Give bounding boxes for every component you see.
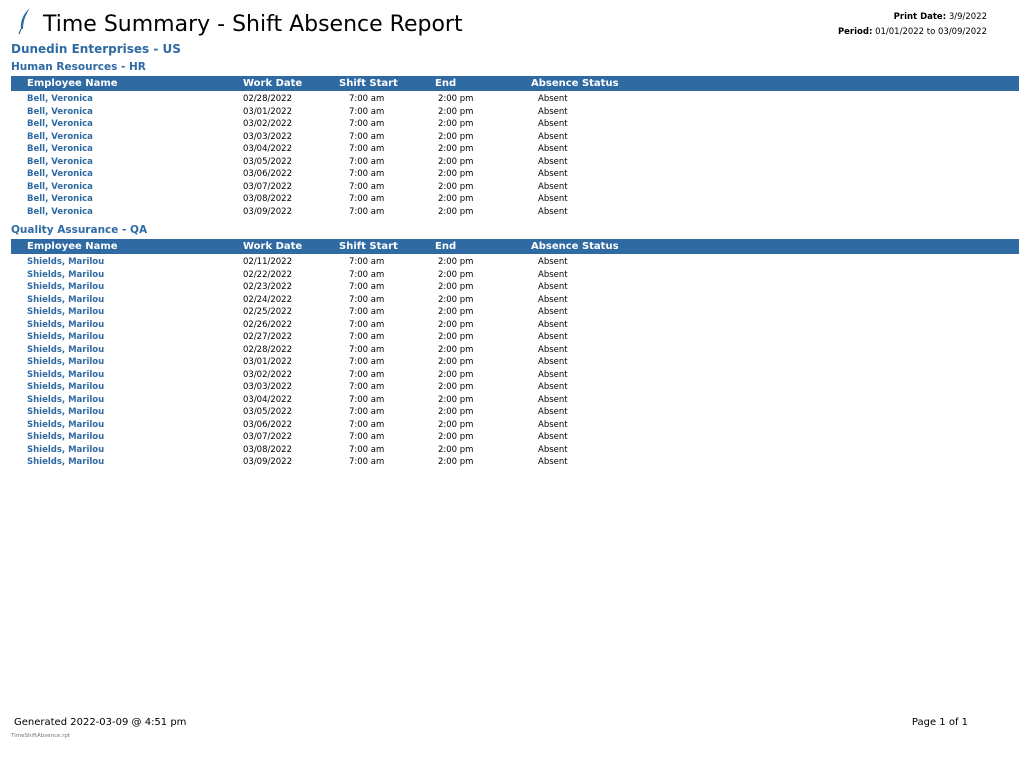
- employee-name-cell: Bell, Veronica: [27, 106, 93, 117]
- shift-start-cell: 7:00 am: [349, 282, 385, 292]
- shift-start-cell: 7:00 am: [349, 294, 385, 305]
- shift-start-cell: 7:00 am: [349, 357, 385, 367]
- shift-start-cell: 7:00 am: [349, 106, 385, 117]
- absence-status-cell: Absent: [538, 119, 568, 129]
- employee-name-cell: Shields, Marilou: [27, 382, 105, 392]
- absence-status-cell: Absent: [538, 206, 568, 217]
- table-row: [11, 269, 1019, 282]
- period-value: 01/01/2022 to 03/09/2022: [875, 27, 987, 37]
- shift-start-cell: 7:00 am: [349, 257, 385, 267]
- absence-status-cell: Absent: [538, 344, 568, 355]
- absence-status-cell: Absent: [538, 181, 568, 192]
- shift-start-cell: 7:00 am: [349, 156, 385, 167]
- employee-name-cell: Shields, Marilou: [27, 307, 105, 317]
- shift-end-cell: 2:00 pm: [438, 407, 474, 417]
- table-body: [11, 93, 1019, 218]
- shift-end-cell: 2:00 pm: [438, 282, 474, 292]
- shift-start-cell: 7:00 am: [349, 94, 385, 104]
- shift-start-cell: 7:00 am: [349, 319, 385, 330]
- shift-end-cell: 2:00 pm: [438, 369, 474, 380]
- employee-name-cell: Shields, Marilou: [27, 294, 105, 305]
- table-header: [11, 76, 1019, 91]
- employee-name-cell: Shields, Marilou: [27, 344, 105, 355]
- absence-status-cell: Absent: [538, 144, 568, 154]
- employee-name-cell: Bell, Veronica: [27, 169, 93, 179]
- absence-status-cell: Absent: [538, 407, 568, 417]
- table-row: [11, 344, 1019, 357]
- employee-name-cell: Bell, Veronica: [27, 206, 93, 217]
- shift-end-cell: 2:00 pm: [438, 332, 474, 342]
- shift-end-cell: 2:00 pm: [438, 394, 474, 405]
- table-header: [11, 239, 1019, 254]
- col-shift-start: Shift Start: [339, 78, 398, 89]
- page-number: Page 1 of 1: [911, 717, 968, 728]
- shift-start-cell: 7:00 am: [349, 144, 385, 154]
- table-row: [11, 206, 1019, 219]
- period-line: Period: 01/01/2022 to 03/09/2022: [837, 27, 987, 37]
- col-employee-name: Employee Name: [27, 241, 118, 252]
- shift-end-cell: 2:00 pm: [438, 106, 474, 117]
- shift-start-cell: 7:00 am: [349, 394, 385, 405]
- table-row: [11, 444, 1019, 457]
- table-row: [11, 118, 1019, 131]
- shift-end-cell: 2:00 pm: [438, 269, 474, 280]
- table-row: [11, 93, 1019, 106]
- department-title: Human Resources - HR: [11, 61, 146, 73]
- col-absence-status: Absence Status: [531, 78, 619, 89]
- absence-status-cell: Absent: [538, 294, 568, 305]
- employee-name-cell: Shields, Marilou: [27, 432, 105, 442]
- shift-start-cell: 7:00 am: [349, 382, 385, 392]
- shift-start-cell: 7:00 am: [349, 407, 385, 417]
- work-date-cell: 03/04/2022: [243, 394, 292, 405]
- shift-end-cell: 2:00 pm: [438, 206, 474, 217]
- shift-end-cell: 2:00 pm: [438, 257, 474, 267]
- absence-status-cell: Absent: [538, 169, 568, 179]
- shift-end-cell: 2:00 pm: [438, 294, 474, 305]
- absence-status-cell: Absent: [538, 106, 568, 117]
- col-end: End: [435, 78, 457, 89]
- col-end: End: [435, 241, 457, 252]
- table-row: [11, 381, 1019, 394]
- shift-start-cell: 7:00 am: [349, 419, 385, 430]
- shift-start-cell: 7:00 am: [349, 169, 385, 179]
- shift-end-cell: 2:00 pm: [438, 169, 474, 179]
- work-date-cell: 03/06/2022: [243, 169, 292, 179]
- employee-name-cell: Shields, Marilou: [27, 369, 105, 380]
- absence-status-cell: Absent: [538, 257, 568, 267]
- shift-start-cell: 7:00 am: [349, 457, 385, 467]
- work-date-cell: 03/04/2022: [243, 144, 292, 154]
- work-date-cell: 03/06/2022: [243, 419, 292, 430]
- table-row: [11, 168, 1019, 181]
- work-date-cell: 02/26/2022: [243, 319, 292, 330]
- col-work-date: Work Date: [243, 241, 303, 252]
- shift-end-cell: 2:00 pm: [438, 144, 474, 154]
- shift-end-cell: 2:00 pm: [438, 94, 474, 104]
- work-date-cell: 02/28/2022: [243, 94, 292, 104]
- shift-start-cell: 7:00 am: [349, 432, 385, 442]
- shift-end-cell: 2:00 pm: [438, 432, 474, 442]
- work-date-cell: 02/11/2022: [243, 257, 292, 267]
- employee-name-cell: Shields, Marilou: [27, 357, 105, 367]
- table-row: [11, 419, 1019, 432]
- absence-status-cell: Absent: [538, 156, 568, 167]
- table-row: [11, 331, 1019, 344]
- table-row: [11, 369, 1019, 382]
- employee-name-cell: Bell, Veronica: [27, 144, 93, 154]
- print-date-label: Print Date: [893, 12, 943, 22]
- work-date-cell: 02/23/2022: [243, 282, 292, 292]
- shift-end-cell: 2:00 pm: [438, 382, 474, 392]
- company-name: Dunedin Enterprises - US: [11, 42, 181, 56]
- shift-end-cell: 2:00 pm: [438, 319, 474, 330]
- work-date-cell: 03/08/2022: [243, 444, 292, 455]
- work-date-cell: 03/02/2022: [243, 119, 292, 129]
- work-date-cell: 03/01/2022: [243, 357, 292, 367]
- work-date-cell: 03/08/2022: [243, 194, 292, 204]
- absence-status-cell: Absent: [538, 319, 568, 330]
- report-meta: [838, 10, 987, 40]
- work-date-cell: 03/07/2022: [243, 432, 292, 442]
- shift-start-cell: 7:00 am: [349, 206, 385, 217]
- employee-name-cell: Shields, Marilou: [27, 319, 105, 330]
- employee-name-cell: Shields, Marilou: [27, 457, 105, 467]
- print-date-line: Print Date: 3/9/2022: [893, 12, 987, 22]
- shift-start-cell: 7:00 am: [349, 444, 385, 455]
- department-title: Quality Assurance - QA: [11, 224, 148, 236]
- absence-status-cell: Absent: [538, 432, 568, 442]
- table-row: [11, 143, 1019, 156]
- work-date-cell: 03/02/2022: [243, 369, 292, 380]
- absence-status-cell: Absent: [538, 419, 568, 430]
- absence-status-cell: Absent: [538, 457, 568, 467]
- table-row: [11, 256, 1019, 269]
- shift-end-cell: 2:00 pm: [438, 457, 474, 467]
- absence-status-cell: Absent: [538, 194, 568, 204]
- table-row: [11, 193, 1019, 206]
- shift-start-cell: 7:00 am: [349, 332, 385, 342]
- work-date-cell: 02/28/2022: [243, 344, 292, 355]
- employee-name-cell: Shields, Marilou: [27, 269, 105, 280]
- work-date-cell: 03/01/2022: [243, 106, 292, 117]
- shift-end-cell: 2:00 pm: [438, 156, 474, 167]
- absence-status-cell: Absent: [538, 94, 568, 104]
- employee-name-cell: Bell, Veronica: [27, 156, 93, 167]
- table-row: [11, 181, 1019, 194]
- generated-timestamp: Generated 2022-03-09 @ 4:51 pm: [14, 717, 187, 728]
- table-row: [11, 406, 1019, 419]
- table-row: [11, 431, 1019, 444]
- table-row: [11, 356, 1019, 369]
- employee-name-cell: Bell, Veronica: [27, 194, 93, 204]
- shift-end-cell: 2:00 pm: [438, 194, 474, 204]
- table-row: [11, 281, 1019, 294]
- shift-start-cell: 7:00 am: [349, 131, 385, 142]
- shift-start-cell: 7:00 am: [349, 269, 385, 280]
- absence-status-cell: Absent: [538, 282, 568, 292]
- work-date-cell: 03/03/2022: [243, 382, 292, 392]
- absence-status-cell: Absent: [538, 369, 568, 380]
- employee-name-cell: Shields, Marilou: [27, 419, 105, 430]
- shift-start-cell: 7:00 am: [349, 307, 385, 317]
- work-date-cell: 03/05/2022: [243, 156, 292, 167]
- table-row: [11, 106, 1019, 119]
- feather-logo-icon: [18, 8, 32, 34]
- absence-status-cell: Absent: [538, 332, 568, 342]
- shift-end-cell: 2:00 pm: [438, 344, 474, 355]
- employee-name-cell: Bell, Veronica: [27, 119, 93, 129]
- print-date-value: 3/9/2022: [948, 12, 987, 22]
- table-row: [11, 156, 1019, 169]
- work-date-cell: 03/07/2022: [243, 181, 292, 192]
- work-date-cell: 02/24/2022: [243, 294, 292, 305]
- table-row: [11, 131, 1019, 144]
- employee-name-cell: Shields, Marilou: [27, 282, 105, 292]
- work-date-cell: 03/09/2022: [243, 206, 292, 217]
- shift-start-cell: 7:00 am: [349, 181, 385, 192]
- shift-end-cell: 2:00 pm: [438, 131, 474, 142]
- col-employee-name: Employee Name: [27, 78, 118, 89]
- table-row: [11, 294, 1019, 307]
- absence-status-cell: Absent: [538, 444, 568, 455]
- report-filename: TimeShiftAbsence.rpt: [11, 733, 71, 739]
- shift-end-cell: 2:00 pm: [438, 307, 474, 317]
- work-date-cell: 02/22/2022: [243, 269, 292, 280]
- employee-name-cell: Shields, Marilou: [27, 332, 105, 342]
- work-date-cell: 03/03/2022: [243, 131, 292, 142]
- employee-name-cell: Bell, Veronica: [27, 181, 93, 192]
- table-body: [11, 256, 1019, 469]
- col-absence-status: Absence Status: [531, 241, 619, 252]
- absence-status-cell: Absent: [538, 307, 568, 317]
- absence-status-cell: Absent: [538, 269, 568, 280]
- col-shift-start: Shift Start: [339, 241, 398, 252]
- employee-name-cell: Bell, Veronica: [27, 131, 93, 142]
- period-label: Period: [837, 27, 869, 37]
- shift-end-cell: 2:00 pm: [438, 444, 474, 455]
- table-row: [11, 456, 1019, 469]
- shift-end-cell: 2:00 pm: [438, 181, 474, 192]
- table-row: [11, 319, 1019, 332]
- work-date-cell: 03/09/2022: [243, 457, 292, 467]
- absence-status-cell: Absent: [538, 394, 568, 405]
- shift-start-cell: 7:00 am: [349, 344, 385, 355]
- col-work-date: Work Date: [243, 78, 303, 89]
- absence-status-cell: Absent: [538, 131, 568, 142]
- shift-start-cell: 7:00 am: [349, 194, 385, 204]
- shift-end-cell: 2:00 pm: [438, 419, 474, 430]
- work-date-cell: 02/25/2022: [243, 307, 292, 317]
- work-date-cell: 03/05/2022: [243, 407, 292, 417]
- absence-status-cell: Absent: [538, 382, 568, 392]
- shift-end-cell: 2:00 pm: [438, 119, 474, 129]
- employee-name-cell: Shields, Marilou: [27, 407, 105, 417]
- table-row: [11, 394, 1019, 407]
- employee-name-cell: Bell, Veronica: [27, 94, 93, 104]
- employee-name-cell: Shields, Marilou: [27, 394, 105, 405]
- work-date-cell: 02/27/2022: [243, 332, 292, 342]
- shift-start-cell: 7:00 am: [349, 369, 385, 380]
- absence-status-cell: Absent: [538, 357, 568, 367]
- report-title: Time Summary - Shift Absence Report: [43, 12, 463, 37]
- shift-start-cell: 7:00 am: [349, 119, 385, 129]
- employee-name-cell: Shields, Marilou: [27, 257, 105, 267]
- shift-end-cell: 2:00 pm: [438, 357, 474, 367]
- table-row: [11, 306, 1019, 319]
- employee-name-cell: Shields, Marilou: [27, 444, 105, 455]
